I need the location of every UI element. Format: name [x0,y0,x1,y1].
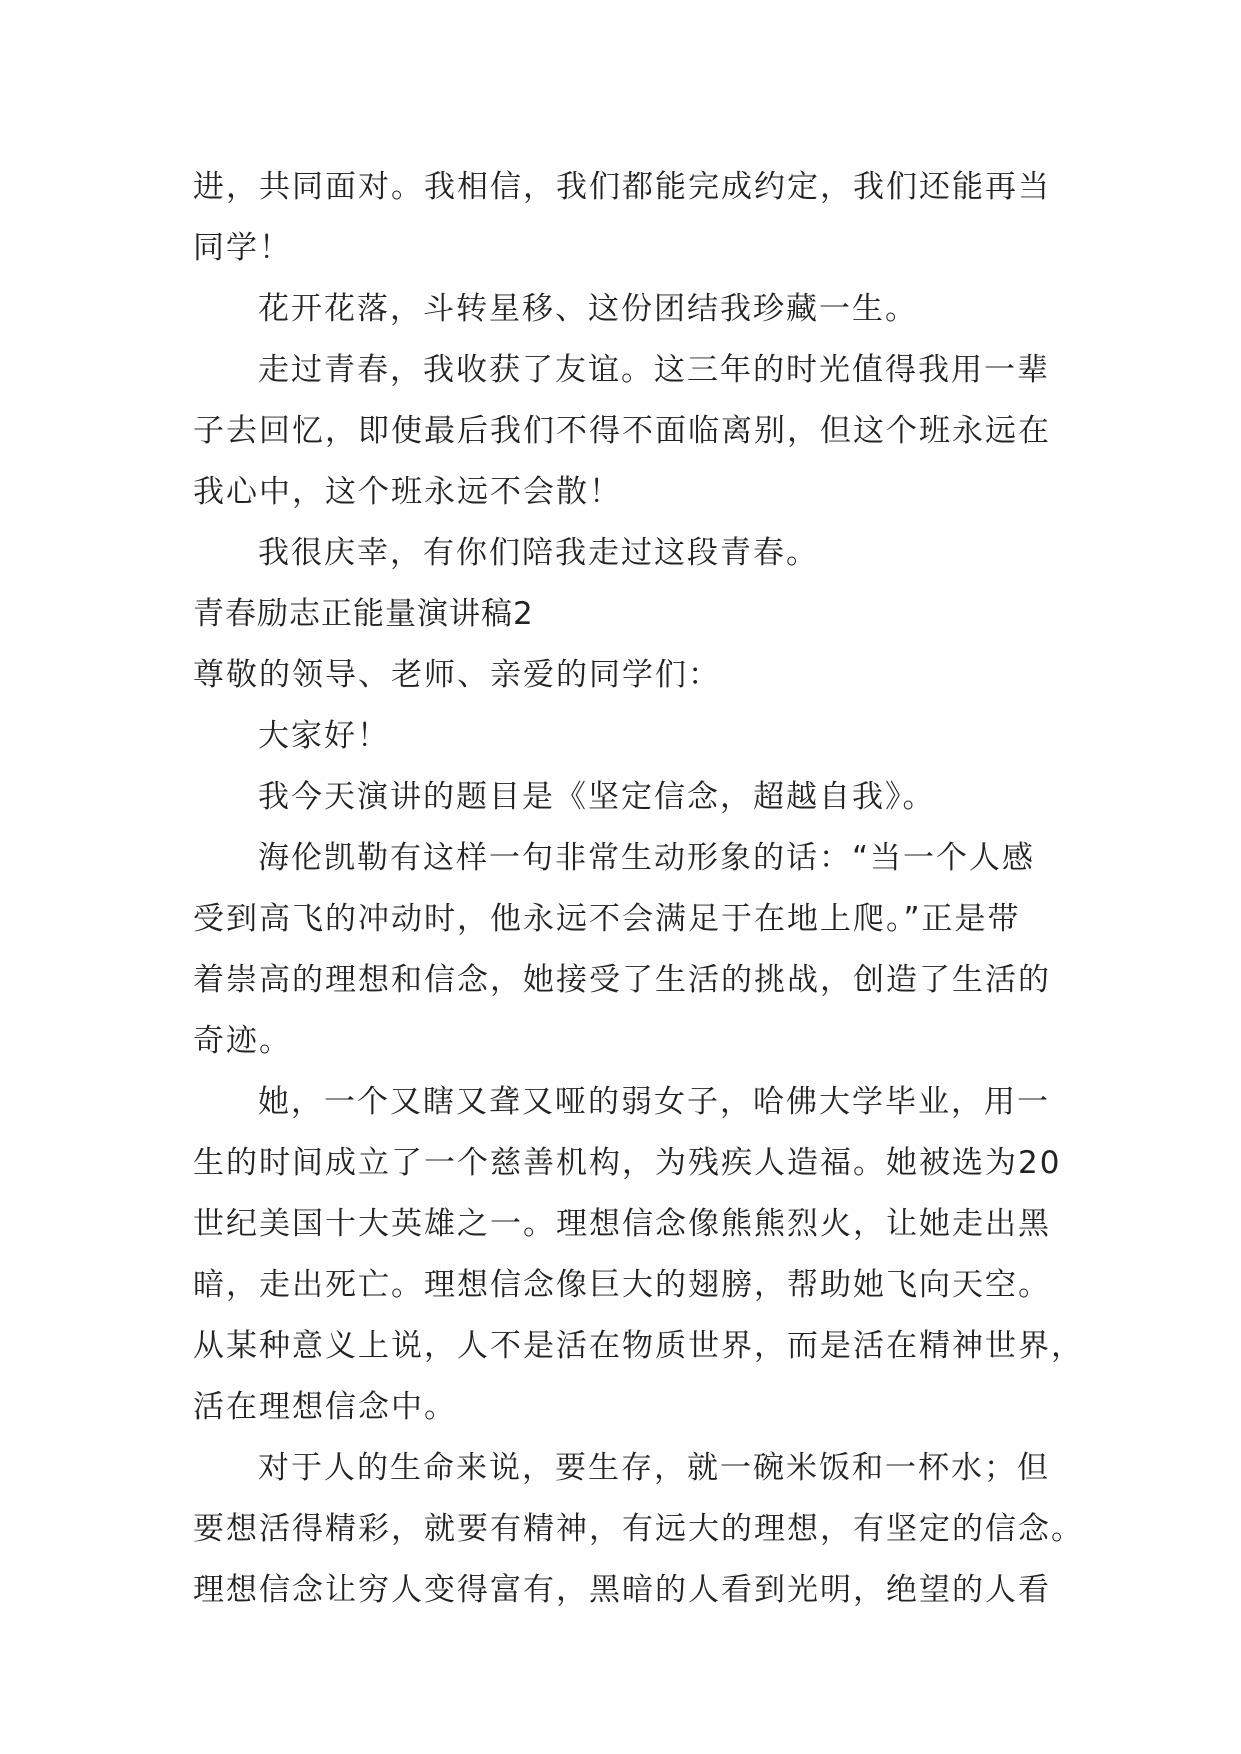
text-line: 子去回忆，即使最后我们不得不面临离别，但这个班永远在 [193,413,1051,449]
text-line: 海伦凯勒有这样一句非常生动形象的话：“当一个人感 [258,840,1036,876]
text-line: 走过青春，我收获了友谊。这三年的时光值得我用一辈 [258,352,1050,388]
text-line: 进，共同面对。我相信，我们都能完成约定，我们还能再当 [193,169,1051,205]
text-line: 着崇高的理想和信念，她接受了生活的挑战，创造了生活的 [193,962,1051,998]
text-line: 大家好！ [258,718,390,754]
text-line: 我心中，这个班永远不会散！ [193,474,622,510]
section-heading: 青春励志正能量演讲稿2 [193,596,534,632]
salutation-line: 尊敬的领导、老师、亲爱的同学们： [193,657,721,693]
text-line: 受到高飞的冲动时，他永远不会满足于在地上爬。”正是带 [193,901,1021,937]
text-line: 对于人的生命来说，要生存，就一碗米饭和一杯水；但 [258,1450,1050,1486]
text-line: 从某种意义上说，人不是活在物质世界，而是活在精神世界， [193,1328,1084,1364]
text-line: 要想活得精彩，就要有精神，有远大的理想，有坚定的信念。 [193,1511,1084,1547]
text-line: 理想信念让穷人变得富有，黑暗的人看到光明，绝望的人看 [193,1572,1051,1608]
text-line: 暗，走出死亡。理想信念像巨大的翅膀，帮助她飞向天空。 [193,1267,1051,1303]
text-line: 生的时间成立了一个慈善机构，为残疾人造福。她被选为20 [193,1145,1062,1181]
text-line: 我很庆幸，有你们陪我走过这段青春。 [258,535,819,571]
text-line: 奇迹。 [193,1023,292,1059]
text-line: 花开花落，斗转星移、这份团结我珍藏一生。 [258,291,918,327]
text-line: 活在理想信念中。 [193,1389,457,1425]
text-line: 世纪美国十大英雄之一。理想信念像熊熊烈火，让她走出黑 [193,1206,1051,1242]
document-body [193,157,1084,1621]
text-line: 她，一个又瞎又聋又哑的弱女子，哈佛大学毕业，用一 [258,1084,1050,1120]
text-line: 同学！ [193,230,292,266]
text-line: 我今天演讲的题目是《坚定信念，超越自我》。 [258,779,936,815]
